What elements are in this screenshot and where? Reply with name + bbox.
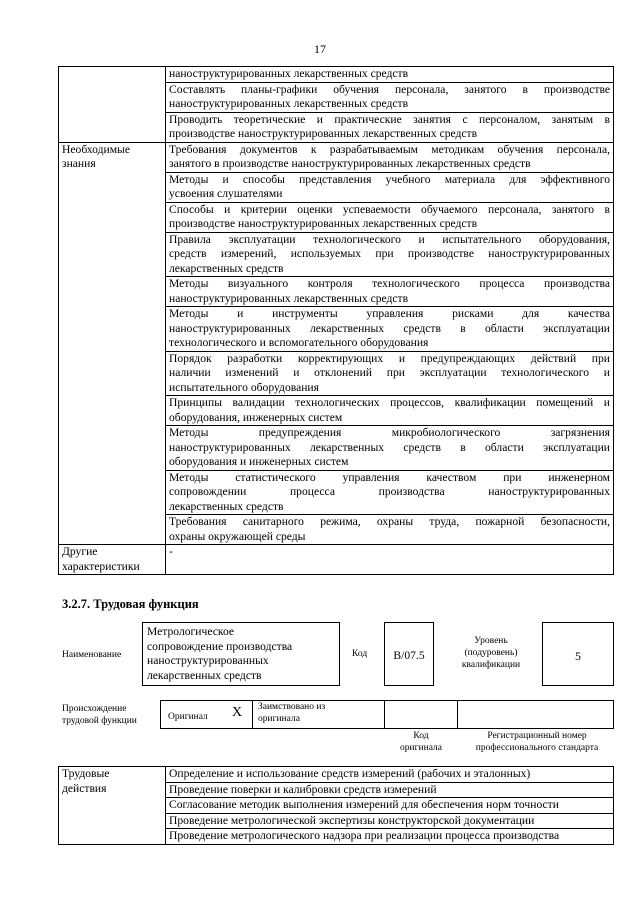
content-line: наноструктурированных лекарственных средств в области эксплуатации: [169, 321, 610, 335]
level-label: [448, 635, 534, 671]
original-label: Оригинал: [168, 712, 208, 722]
row-content: [166, 67, 614, 83]
action-item: Согласование методик выполнения измерений для обеспечения норм точности: [166, 798, 614, 814]
row-label: Необходимые знания: [59, 142, 166, 545]
table-row: [59, 67, 614, 83]
row-content: [166, 515, 614, 545]
content-line: Правила эксплуатации технологического и испытательного оборудования,: [169, 232, 610, 246]
function-name-line: лекарственных средств: [147, 668, 262, 682]
original-mark: X: [232, 705, 243, 720]
row-content: [166, 112, 614, 142]
origin-label: [62, 703, 137, 727]
action-item: Проведение поверки и калибровки средств измерений: [166, 782, 614, 798]
content-line: технологического и вспомогательного оборудования: [169, 336, 429, 349]
code-value-box: [384, 622, 434, 686]
borrowed-label-line: оригинала: [258, 714, 300, 724]
content-line: лекарственных средств: [169, 261, 284, 275]
content-line: наноструктурированных лекарственных средств: [169, 97, 409, 110]
row-content: [166, 82, 614, 112]
table-row: [59, 545, 614, 575]
row-content: [166, 307, 614, 352]
action-item: Определение и использование средств измерений (рабочих и эталонных): [166, 767, 614, 783]
row-content: [166, 470, 614, 515]
content-line: Требования документов к разрабатываемым методикам обучения персонала,: [169, 142, 610, 156]
action-item: Проведение метрологического надзора при реализации процесса производства: [166, 829, 614, 845]
code-caption: [386, 730, 456, 754]
reg-caption-line: профессионального стандарта: [475, 743, 599, 753]
level-value: 5: [575, 649, 581, 663]
row-content: [166, 545, 614, 575]
function-name-line: сопровождение производства: [147, 639, 293, 653]
borrowed-label: [258, 701, 325, 725]
skills-knowledge-table: [58, 66, 614, 575]
row-label: [59, 67, 166, 143]
content-line: Методы и способы представления учебного материала для эффективного: [169, 172, 610, 186]
content-line: наноструктурированных лекарственных средств: [169, 67, 409, 80]
reg-caption: [460, 730, 614, 754]
labor-actions-table: [58, 766, 614, 845]
code-value: B/07.5: [393, 649, 425, 662]
content-line: -: [169, 545, 173, 558]
content-line: производстве наноструктурированных лекарственных средств: [169, 217, 478, 230]
borrowed-label-line: Заимствовано из: [258, 702, 326, 712]
origin-row: [160, 700, 614, 729]
function-name-box: [142, 622, 340, 686]
row-content: [166, 172, 614, 202]
content-line: Составлять планы-графики обучения персонала, занятого в производстве: [169, 82, 610, 96]
content-line: занятого в производстве наноструктурированных лекарственных средств: [169, 157, 531, 170]
origin-label-line: трудовой функции: [62, 716, 137, 726]
content-line: испытательного оборудования: [169, 380, 319, 394]
table-row: [59, 767, 614, 783]
content-line: производстве наноструктурированных лекарственных средств: [169, 127, 478, 140]
code-caption-line: оригинала: [400, 743, 442, 753]
content-line: наличии изменений и отклонений при эксплуатации технологического и: [169, 366, 610, 379]
content-line: усвоения слушателями: [169, 187, 283, 200]
level-value-box: [542, 622, 614, 686]
content-line: лекарственных средств: [169, 499, 284, 513]
function-name-line: наноструктурированных: [147, 654, 269, 667]
content-line: охраны окружающей среды: [169, 529, 306, 543]
content-line: наноструктурированных лекарственных средств: [169, 291, 409, 305]
content-line: Принципы валидации технологических процессов, квалификации помещений и: [169, 396, 610, 409]
section-title: 3.2.7. Трудовая функция: [62, 597, 199, 611]
table-row: [59, 142, 614, 172]
level-label-line: Уровень: [474, 636, 508, 646]
content-line: Требования санитарного режима, охраны труда, пожарной безопасности,: [169, 515, 610, 528]
content-line: Методы и инструменты управления рисками для качества: [169, 307, 610, 320]
content-line: Методы статистического управления качеством при инженерном: [169, 470, 610, 484]
content-line: Порядок разработки корректирующих и предупреждающих действий при: [169, 351, 610, 365]
content-line: наноструктурированных лекарственных средств в области эксплуатации: [169, 440, 610, 454]
actions-label: Трудовые действия: [59, 767, 166, 845]
content-line: оборудования и инженерных систем: [169, 455, 349, 468]
function-name-line: Метрологическое: [147, 625, 235, 638]
row-content: [166, 351, 614, 396]
row-content: [166, 142, 614, 172]
code-label: Код: [352, 649, 368, 659]
content-line: Методы предупреждения микробиологического загрязнения: [169, 426, 610, 439]
level-label-line: (подуровень): [464, 648, 518, 658]
content-line: Способы и критерии оценки успеваемости обучаемого персонала, занятого в: [169, 202, 610, 216]
content-line: Методы визуального контроля технологического процесса производства: [169, 277, 610, 290]
origin-label-line: Происхождение: [62, 704, 127, 714]
level-label-line: квалификации: [461, 660, 521, 670]
content-line: Проводить теоретические и практические занятия с персоналом, занятым в: [169, 112, 610, 126]
content-line: сопровождении процесса производства наноструктурированных: [169, 485, 610, 498]
code-caption-line: Код: [413, 731, 429, 741]
row-content: [166, 277, 614, 307]
content-line: средств измерений, используемых при производстве наноструктурированных: [169, 247, 610, 260]
row-content: [166, 232, 614, 277]
action-item: Проведение метрологической экспертизы конструкторской документации: [166, 813, 614, 829]
row-content: [166, 426, 614, 471]
row-label: Другие характеристики: [59, 545, 166, 575]
row-content: [166, 202, 614, 232]
row-content: [166, 396, 614, 426]
reg-caption-line: Регистрационный номер: [487, 731, 587, 741]
content-line: оборудования, инженерных систем: [169, 410, 343, 424]
name-label: Наименование: [62, 650, 122, 660]
page-number: 17: [314, 42, 326, 56]
